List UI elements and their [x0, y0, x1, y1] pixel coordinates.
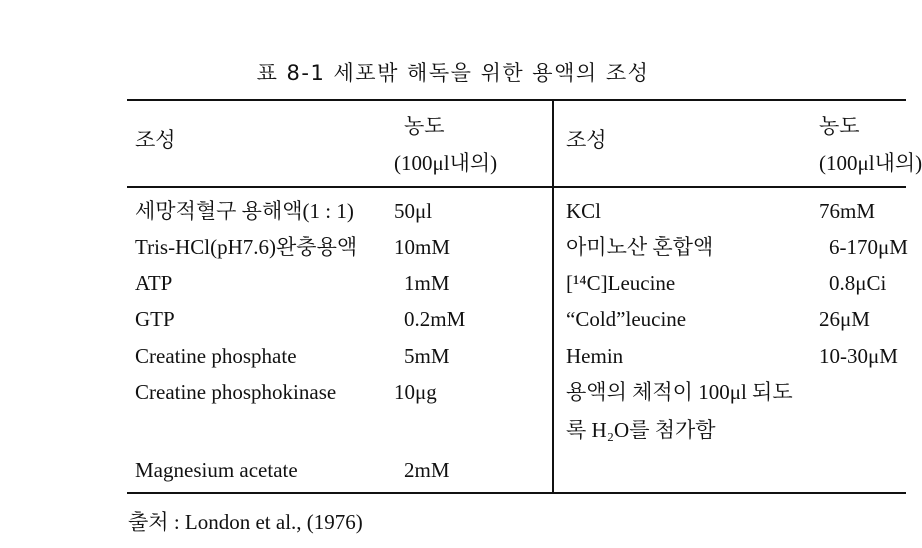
right-row-component: 아미노산 혼합액 — [566, 235, 714, 259]
left-row-component: Magnesium acetate — [135, 458, 298, 482]
right-row-component: “Cold”leucine — [566, 307, 687, 331]
left-row-conc: 5mM — [404, 344, 450, 368]
right-row-component: KCl — [566, 199, 602, 223]
right-row-component: Hemin — [566, 344, 624, 368]
table-top-rule — [127, 99, 906, 101]
header-right-component: 조성 — [566, 128, 607, 152]
left-row-conc: 1mM — [404, 271, 450, 295]
header-right-conc-line1: 농도 — [819, 114, 860, 138]
source-note: 출처 : London et al., (1976) — [128, 510, 363, 534]
right-row-conc: 6-170μM — [829, 235, 908, 259]
header-left-component: 조성 — [135, 128, 176, 152]
header-left-conc-line1: 농도 — [404, 114, 445, 138]
left-row-component: Creatine phosphokinase — [135, 380, 337, 404]
right-note-line2: 록 H₂O를 첨가함 — [566, 418, 716, 442]
right-row-component: [¹⁴C]Leucine — [566, 271, 676, 295]
left-row-conc: 10mM — [394, 235, 451, 259]
left-row-component: ATP — [135, 271, 173, 295]
column-divider — [552, 100, 554, 493]
right-row-conc: 10-30μM — [819, 344, 898, 368]
right-note-line1: 용액의 체적이 100μl 되도 — [566, 380, 793, 404]
left-row-component: 세망적혈구 용해액(1 : 1) — [135, 199, 354, 223]
left-row-conc: 10μg — [394, 380, 437, 404]
right-row-conc: 26μM — [819, 307, 870, 331]
header-left-conc-line2: (100μl내의) — [394, 151, 498, 175]
right-row-conc: 76mM — [819, 199, 876, 223]
left-row-conc: 50μl — [394, 199, 433, 223]
header-right-conc-line2: (100μl내의) — [819, 151, 922, 175]
table-title: 표 8-1 세포밖 해독을 위한 용액의 조성 — [256, 61, 650, 85]
right-row-conc: 0.8μCi — [829, 271, 887, 295]
header-bottom-rule — [127, 186, 906, 188]
table-bottom-rule — [127, 492, 906, 494]
left-row-component: GTP — [135, 307, 175, 331]
left-row-component: Creatine phosphate — [135, 344, 297, 368]
left-row-component: Tris-HCl(pH7.6)완충용액 — [135, 235, 358, 259]
left-row-conc: 0.2mM — [404, 307, 466, 331]
left-row-conc: 2mM — [404, 458, 450, 482]
